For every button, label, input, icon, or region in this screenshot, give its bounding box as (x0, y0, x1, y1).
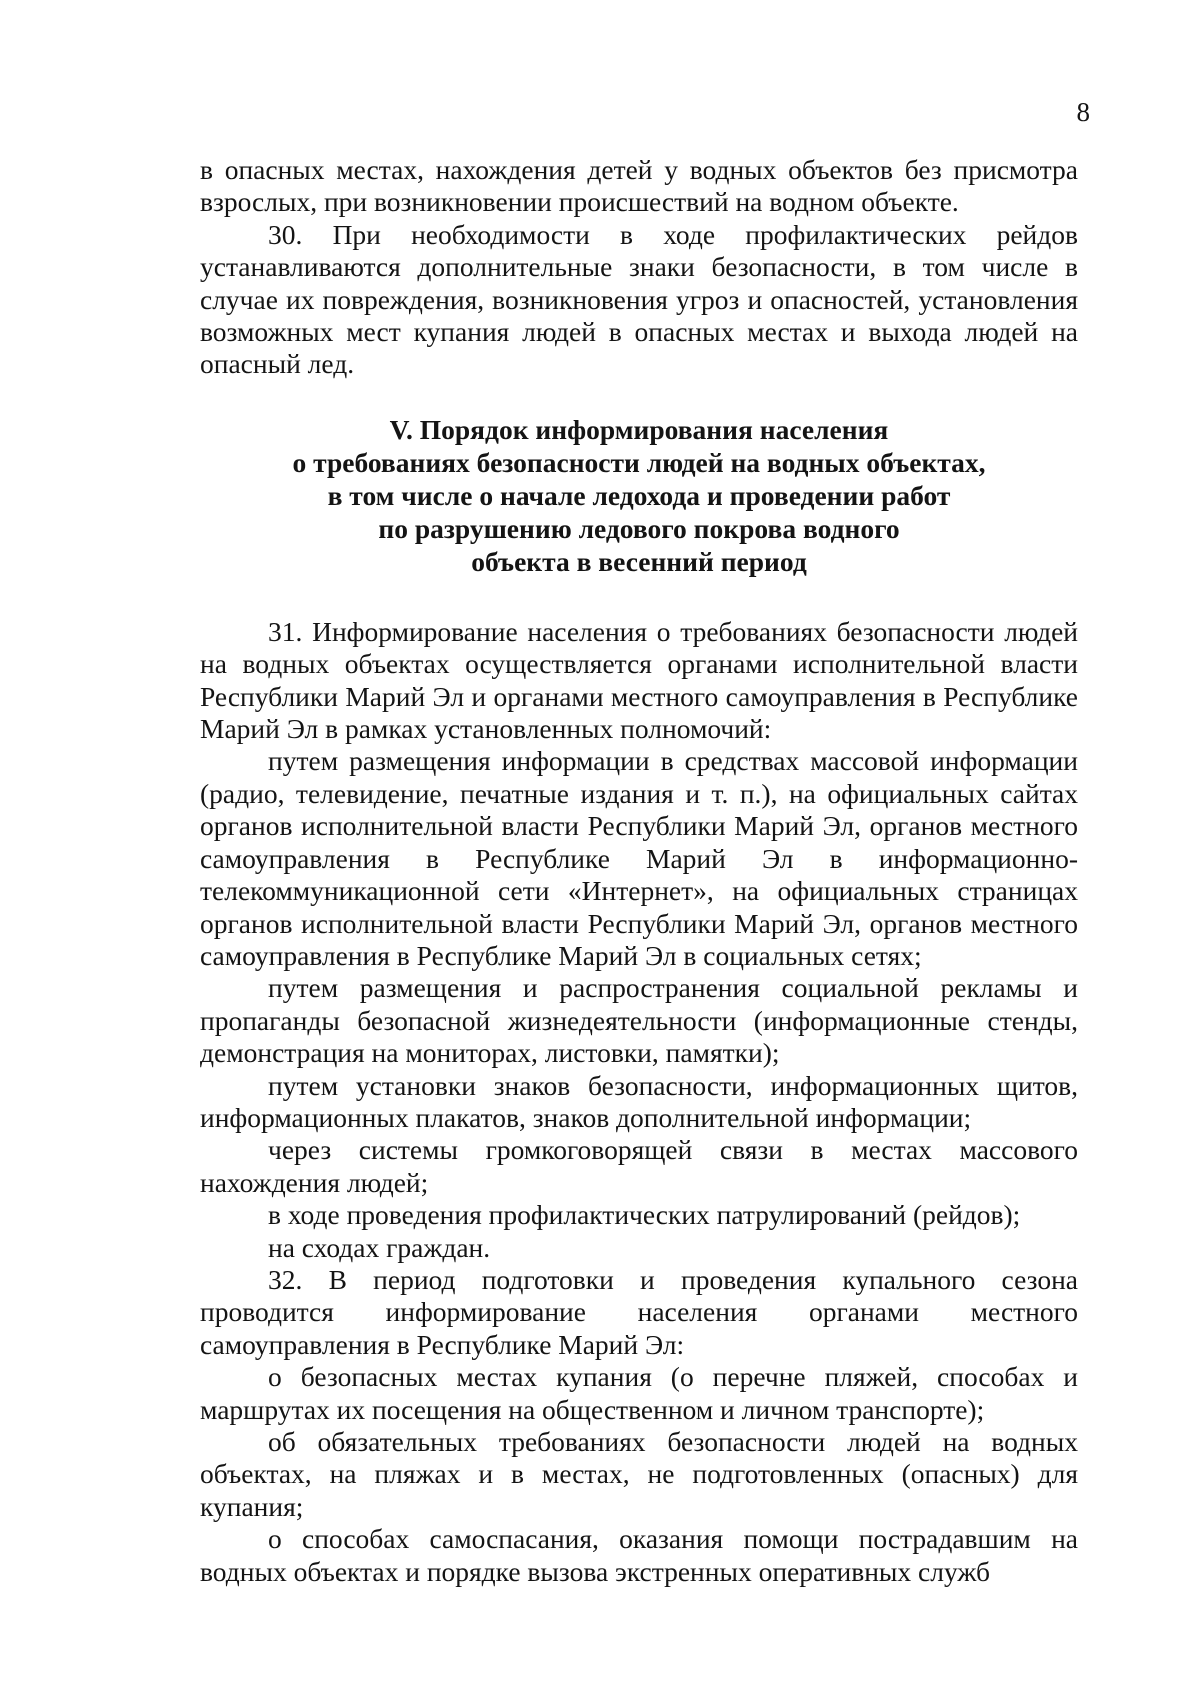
section-heading-line: по разрушению ледового покрова водного (378, 512, 900, 544)
list-item-patrols: в ходе проведения профилактических патрулирований (рейдов); (268, 1199, 1021, 1231)
section-heading-line: объекта в весенний период (471, 545, 807, 577)
section-heading-line: о требованиях безопасности людей на водных объектах, (292, 446, 986, 478)
paragraph-item-31: 31. Информирование населения о требованиях безопасности людей на водных объектах осуществляется органами исполнительной власти Республики Марий Эл и органами местного самоуправления в Республике Марий Эл в рамках установленных полномочий: (200, 615, 1078, 745)
paragraph-item-30: 30. При необходимости в ходе профилактических рейдов устанавливаются дополнительные знаки безопасности, в том числе в случае их повреждения, возникновения угроз и опасностей, установления возможных мест купания людей в опасных местах и выхода людей на опасный лед. (200, 218, 1078, 380)
document-body (200, 154, 1078, 1588)
section-heading-line: в том числе о начале ледохода и проведении работ (327, 479, 951, 511)
list-item-safety-signs: путем установки знаков безопасности, информационных щитов, информационных плакатов, знаков дополнительной информации; (200, 1069, 1078, 1133)
list-item-self-rescue: о способах самоспасания, оказания помощи пострадавшим на водных объектах и порядке вызова экстренных оперативных служб (200, 1523, 1078, 1587)
list-item-gatherings: на сходах граждан. (268, 1231, 491, 1263)
section-heading-line: V. Порядок информирования населения (389, 413, 889, 445)
list-item-loudspeakers: через системы громкоговорящей связи в местах массового нахождения людей; (200, 1134, 1078, 1198)
list-item-safe-places: о безопасных местах купания (о перечне пляжей, способах и маршрутах их посещения на общественном и личном транспорте); (200, 1361, 1078, 1425)
page-number: 8 (1076, 97, 1090, 127)
list-item-requirements: об обязательных требованиях безопасности людей на водных объектах, на пляжах и в местах, не подготовленных (опасных) для купания; (200, 1426, 1078, 1522)
paragraph-item-32: 32. В период подготовки и проведения купального сезона проводится информирование населения органами местного самоуправления в Республике Марий Эл: (200, 1263, 1078, 1360)
list-item-advertising: путем размещения и распространения социальной рекламы и пропаганды безопасной жизнедеятельности (информационные стенды, демонстрация на мониторах, листовки, памятки); (200, 972, 1078, 1069)
list-item-media: путем размещения информации в средствах массовой информации (радио, телевидение, печатные издания и т. п.), на официальных сайтах органов исполнительной власти Республики Марий Эл, органов местного самоуправления в Республике Марий Эл в информационно-телекоммуникационной сети «Интернет», на официальных страницах органов исполнительной власти Республики Марий Эл, органов местного самоуправления в Республике Марий Эл в социальных сетях; (200, 745, 1078, 971)
paragraph-continuation: в опасных местах, нахождения детей у водных объектов без присмотра взрослых, при возникновении происшествий на водном объекте. (200, 154, 1078, 218)
section-heading (200, 413, 1078, 578)
